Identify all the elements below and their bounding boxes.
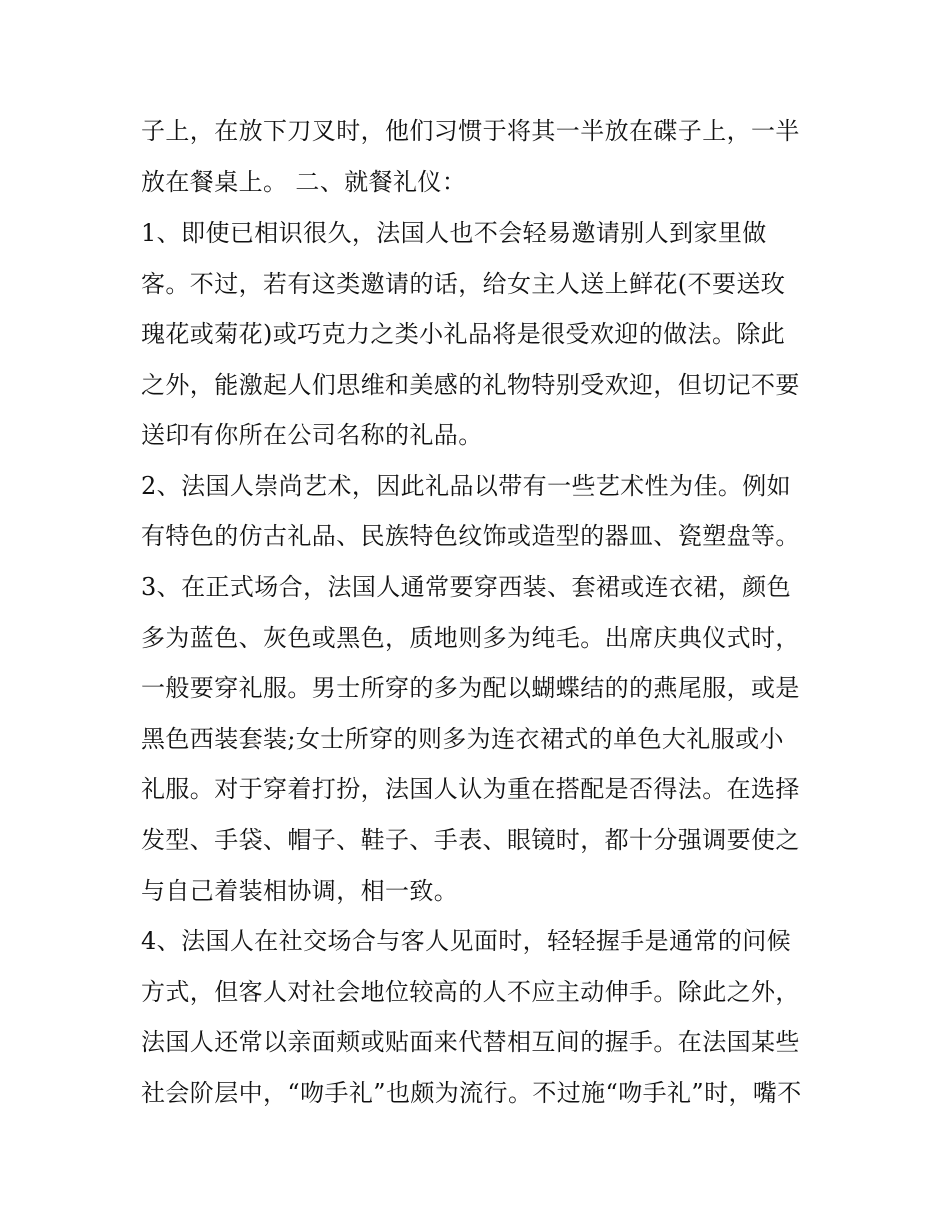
text-line: 之外，能激起人们思维和美感的礼物特别受欢迎，但切记不要	[141, 371, 800, 399]
text-line: 送印有你所在公司名称的礼品。	[141, 421, 483, 449]
text-line: 与自己着装相协调，相一致。	[141, 877, 459, 905]
text-line: 发型、手袋、帽子、鞋子、手表、眼镜时，都十分强调要使之	[141, 826, 800, 854]
text-line: 黑色西装套装;女士所穿的则多为连衣裙式的单色大礼服或小	[141, 725, 784, 753]
text-line: 瑰花或菊花)或巧克力之类小礼品将是很受欢迎的做法。除此	[141, 320, 786, 348]
text-line: 3、在正式场合，法国人通常要穿西装、套裙或连衣裙，颜色	[141, 573, 792, 601]
text-line: 一般要穿礼服。男士所穿的多为配以蝴蝶结的的燕尾服，或是	[141, 674, 800, 702]
text-line: 放在餐桌上。 二、就餐礼仪：	[141, 168, 467, 196]
text-line: 方式，但客人对社会地位较高的人不应主动伸手。除此之外，	[141, 978, 800, 1006]
text-line: 有特色的仿古礼品、民族特色纹饰或造型的器皿、瓷塑盘等。	[141, 522, 800, 550]
text-line: 法国人还常以亲面颊或贴面来代替相互间的握手。在法国某些	[141, 1028, 800, 1056]
text-line: 多为蓝色、灰色或黑色，质地则多为纯毛。出席庆典仪式时，	[141, 624, 800, 652]
text-line: 礼服。对于穿着打扮，法国人认为重在搭配是否得法。在选择	[141, 775, 800, 803]
text-line: 客。不过，若有这类邀请的话，给女主人送上鲜花(不要送玫	[141, 270, 786, 298]
text-line: 社会阶层中，“吻手礼”也颇为流行。不过施“吻手礼”时，嘴不	[141, 1079, 802, 1107]
text-line: 1、即使已相识很久，法国人也不会轻易邀请别人到家里做	[141, 219, 767, 247]
text-line: 2、法国人崇尚艺术，因此礼品以带有一些艺术性为佳。例如	[141, 472, 792, 500]
text-line: 子上，在放下刀叉时，他们习惯于将其一半放在碟子上，一半	[141, 117, 800, 145]
text-line: 4、法国人在社交场合与客人见面时，轻轻握手是通常的问候	[141, 927, 792, 955]
